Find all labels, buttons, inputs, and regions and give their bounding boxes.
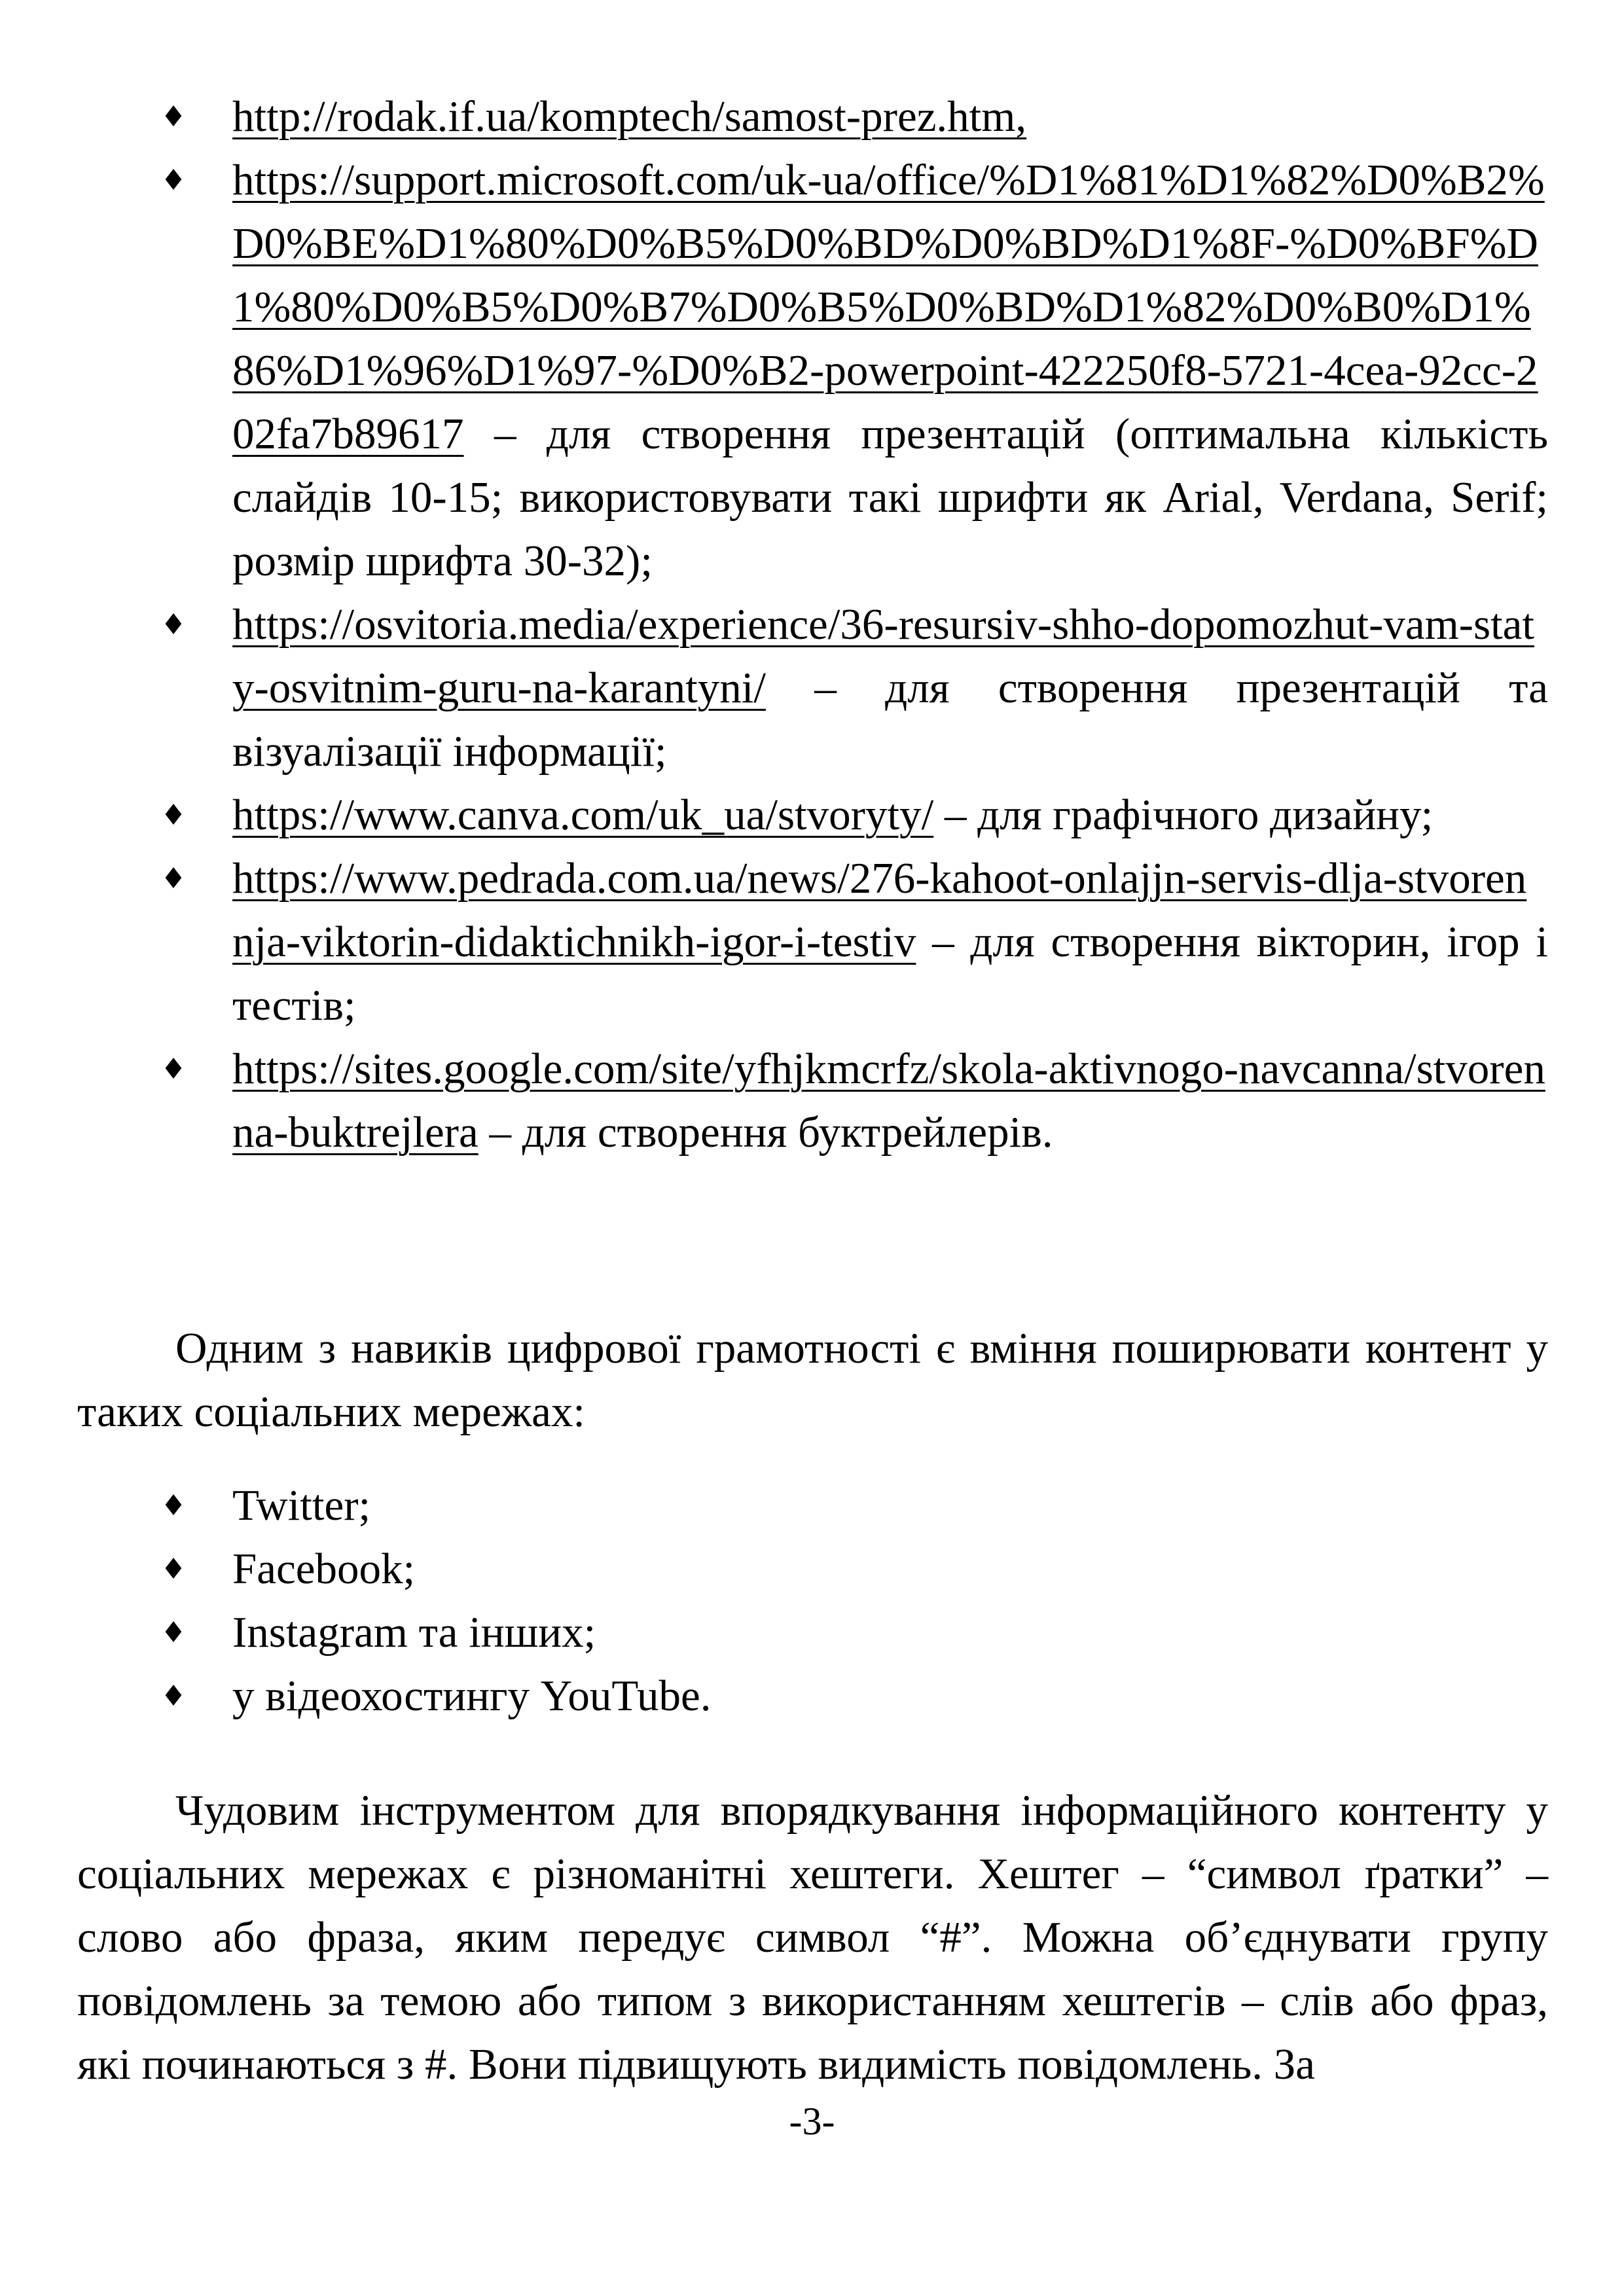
resource-description: – для створення вікторин, ігор і тестів; <box>232 918 1548 1030</box>
diamond-bullet-icon: ♦ <box>160 164 187 197</box>
list-item <box>160 149 1548 593</box>
resource-description: – для створення презентацій та візуалізації інформації; <box>232 664 1548 776</box>
list-item <box>160 1537 1548 1601</box>
resource-link[interactable]: http://rodak.if.ua/komptech/samost-prez.htm, <box>232 92 1027 141</box>
hashtags-paragraph: Чудовим інструментом для впорядкування інформаційного контенту у соціальних мережах є різноманітні хештеги. Хештег – “символ ґратки” – слово або фраза, яким передує символ “#”. Можна об’єднувати групу повідомлень за темою або типом з використанням хештегів – слів або фраз, які починаються з #. Вони підвищують видимість повідомлень. За <box>77 1786 1548 2089</box>
list-item <box>160 1474 1548 1537</box>
list-item <box>160 85 1548 149</box>
diamond-bullet-icon: ♦ <box>160 1052 187 1086</box>
list-item <box>160 783 1548 847</box>
page-number: -3- <box>789 2100 835 2143</box>
diamond-bullet-icon: ♦ <box>160 100 187 134</box>
diamond-bullet-icon: ♦ <box>160 1489 187 1522</box>
resource-link[interactable]: https://www.pedrada.com.ua/news/276-kahoot-onlajjn-servis-dlja-stvorennja-viktorin-didaktichnikh-igor-i-testiv <box>232 854 1527 966</box>
diamond-bullet-icon: ♦ <box>160 1679 187 1713</box>
social-network-name: у відеохостингу YouTube. <box>232 1672 712 1720</box>
list-item <box>160 1664 1548 1728</box>
digital-literacy-paragraph: Одним з навиків цифрової грамотності є вміння поширювати контент у таких соціальних мережах: <box>77 1324 1548 1436</box>
resource-link[interactable]: https://sites.google.com/site/yfhjkmcrfz/skola-aktivnogo-navcanna/stvorenna-buktrejlera <box>232 1045 1545 1157</box>
social-network-list <box>160 1474 1548 1728</box>
social-network-name: Facebook; <box>232 1545 416 1593</box>
diamond-bullet-icon: ♦ <box>160 1616 187 1649</box>
resource-description: – для створення буктрейлерів. <box>478 1108 1053 1157</box>
resource-link[interactable]: https://www.canva.com/uk_ua/stvoryty/ <box>232 791 934 839</box>
list-item <box>160 847 1548 1037</box>
resource-description: – для створення презентацій (оптимальна кількість слайдів 10-15; використовувати такі шрифти як Arial, Verdana, Serif; розмір шрифта 30-32); <box>232 410 1548 585</box>
resource-link[interactable]: https://support.microsoft.com/uk-ua/office/%D1%81%D1%82%D0%B2%D0%BE%D1%80%D0%B5%D0%BD%D0%BD%D1%8F-%D0%BF%D1%80%D0%B5%D0%B7%D0%B5%D0%BD%D1%82%D0%B0%D1%86%D1%96%D1%97-%D0%B2-powerpoint-422250f8-5721-4cea-92cc-202fa7b89617 <box>232 156 1545 458</box>
list-item <box>160 1037 1548 1164</box>
diamond-bullet-icon: ♦ <box>160 608 187 641</box>
resource-link-list <box>160 85 1548 1164</box>
diamond-bullet-icon: ♦ <box>160 862 187 895</box>
resource-link[interactable]: https://osvitoria.media/experience/36-resursiv-shho-dopomozhut-vam-staty-osvitnim-guru-na-karantyni/ <box>232 600 1535 712</box>
list-item <box>160 593 1548 783</box>
diamond-bullet-icon: ♦ <box>160 1552 187 1586</box>
diamond-bullet-icon: ♦ <box>160 798 187 832</box>
social-network-name: Twitter; <box>232 1481 371 1530</box>
resource-description: – для графічного дизайну; <box>933 791 1434 839</box>
social-network-name: Instagram та інших; <box>232 1608 596 1657</box>
list-item <box>160 1601 1548 1664</box>
